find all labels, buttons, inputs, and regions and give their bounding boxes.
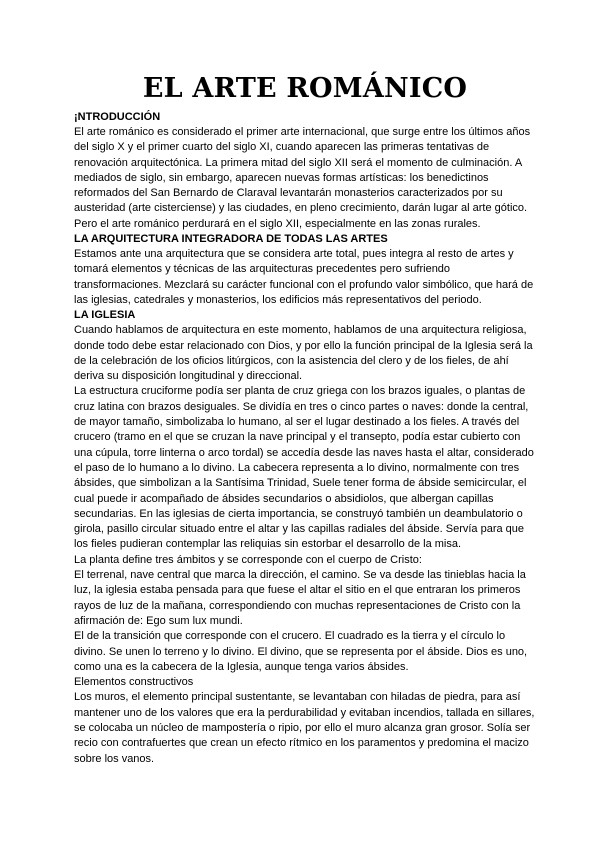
- paragraph: El de la transición que corresponde con el crucero. El cuadrado es la tierra y el círculo lo divino. Se unen lo terreno y lo divino. El divino, que se representa por el ábside. Dios es uno, como una es la cabecera de la Iglesia, aunque tenga varios ábsides.: [74, 630, 528, 673]
- section-heading: LA IGLESIA: [74, 309, 136, 322]
- section-heading: ¡NTRODUCCIÓN: [74, 111, 161, 123]
- paragraph: La planta define tres ámbitos y se corresponde con el cuerpo de Cristo:: [74, 553, 422, 566]
- section-iglesia: [74, 308, 536, 767]
- paragraph: El arte románico es considerado el primer arte internacional, que surge entre los últimos años del siglo X y el primer cuarto del siglo XI, cuando aparecen las primeras tentativas de renovación arquitectónica. La primera mitad del siglo XII será el momento de culminación. A mediados de siglo, sin embargo, aparecen nuevas formas artísticas: los benedictinos reformados del San Bernardo de Claraval levantarán monasterios caracterizados por su austeridad (arte cisterciense) y las ciudades, en pleno crecimiento, darán lugar al arte gótico. Pero el arte románico perdurará en el siglo XII, especialmente en las zonas rurales.: [74, 126, 531, 230]
- paragraph: Cuando hablamos de arquitectura en este momento, hablamos de una arquitectura religiosa, donde todo debe estar relacionado con Dios, y por ello la función principal de la Iglesia será la de la celebración de los oficios litúrgicos, con la asistencia del clero y de los fieles, de ahí deriva su disposición longitudinal y direccional.: [74, 324, 533, 383]
- paragraph: El terrenal, nave central que marca la dirección, el camino. Se va desde las tinieblas hacia la luz, la iglesia estaba pensada para que fuese el altar el sitio en el que entraran los primeros rayos de luz de la mañana, correspondiendo con muchas representaciones de Cristo con la afirmación de: Ego sum lux mundi.: [74, 569, 526, 627]
- section-introduccion: [74, 110, 536, 232]
- paragraph: Estamos ante una arquitectura que se considera arte total, pues integra al resto de artes y tomará elementos y técnicas de las arquitecturas precedentes pero sufriendo transformaciones. Mezclará su carácter funcional con el profundo valor simbólico, que hará de las iglesias, catedrales y monasterios, los edificios más representativos del periodo.: [74, 248, 534, 306]
- document-page: [74, 72, 536, 767]
- paragraph: Los muros, el elemento principal sustentante, se levantaban con hiladas de piedra, para así mantener uno de los valores que era la perdurabilidad y evitaban incendios, tallada en sillares, se colocaba un núcleo de mampostería o ripio, por ello el muro alcanza gran grosor. Solía ser recio con contrafuertes que crean un efecto rítmico en los paramentos y predomina el macizo sobre los vanos.: [74, 691, 535, 765]
- section-heading: LA ARQUITECTURA INTEGRADORA DE TODAS LAS ARTES: [74, 233, 388, 246]
- paragraph: La estructura cruciforme podía ser planta de cruz griega con los brazos iguales, o plantas de cruz latina con brazos desiguales. Se dividía en tres o cinco partes o naves: donde la central, de mayor tamaño, simbolizaba lo humano, al ser el lugar destinado a los fieles. A través del crucero (tramo en el que se cruzan la nave principal y el transepto, podía estar cubierto con una cúpula, torre linterna o arco tordal) se accedía desde las naves hasta el altar, considerado el paso de lo humano a lo divino. La cabecera representa a lo divino, normalmente con tres ábsides, que simbolizan a la Santísima Trinidad, Suele tener forma de ábside semicircular, el cual puede ir acompañado de ábsides secundarios o absidiolos, que albergan capillas secundarias. En las iglesias de cierta importancia, se construyó también un deambulatorio o girola, pasillo circular situado entre el altar y las capillas radiales del ábside. Servía para que los fieles pudieran contemplar las reliquias sin estorbar el desarrollo de la misa.: [74, 385, 534, 551]
- section-arquitectura: [74, 232, 536, 308]
- page-title: EL ARTE ROMÁNICO: [142, 73, 468, 104]
- subheading-elementos-constructivos: Elementos constructivos: [74, 676, 194, 689]
